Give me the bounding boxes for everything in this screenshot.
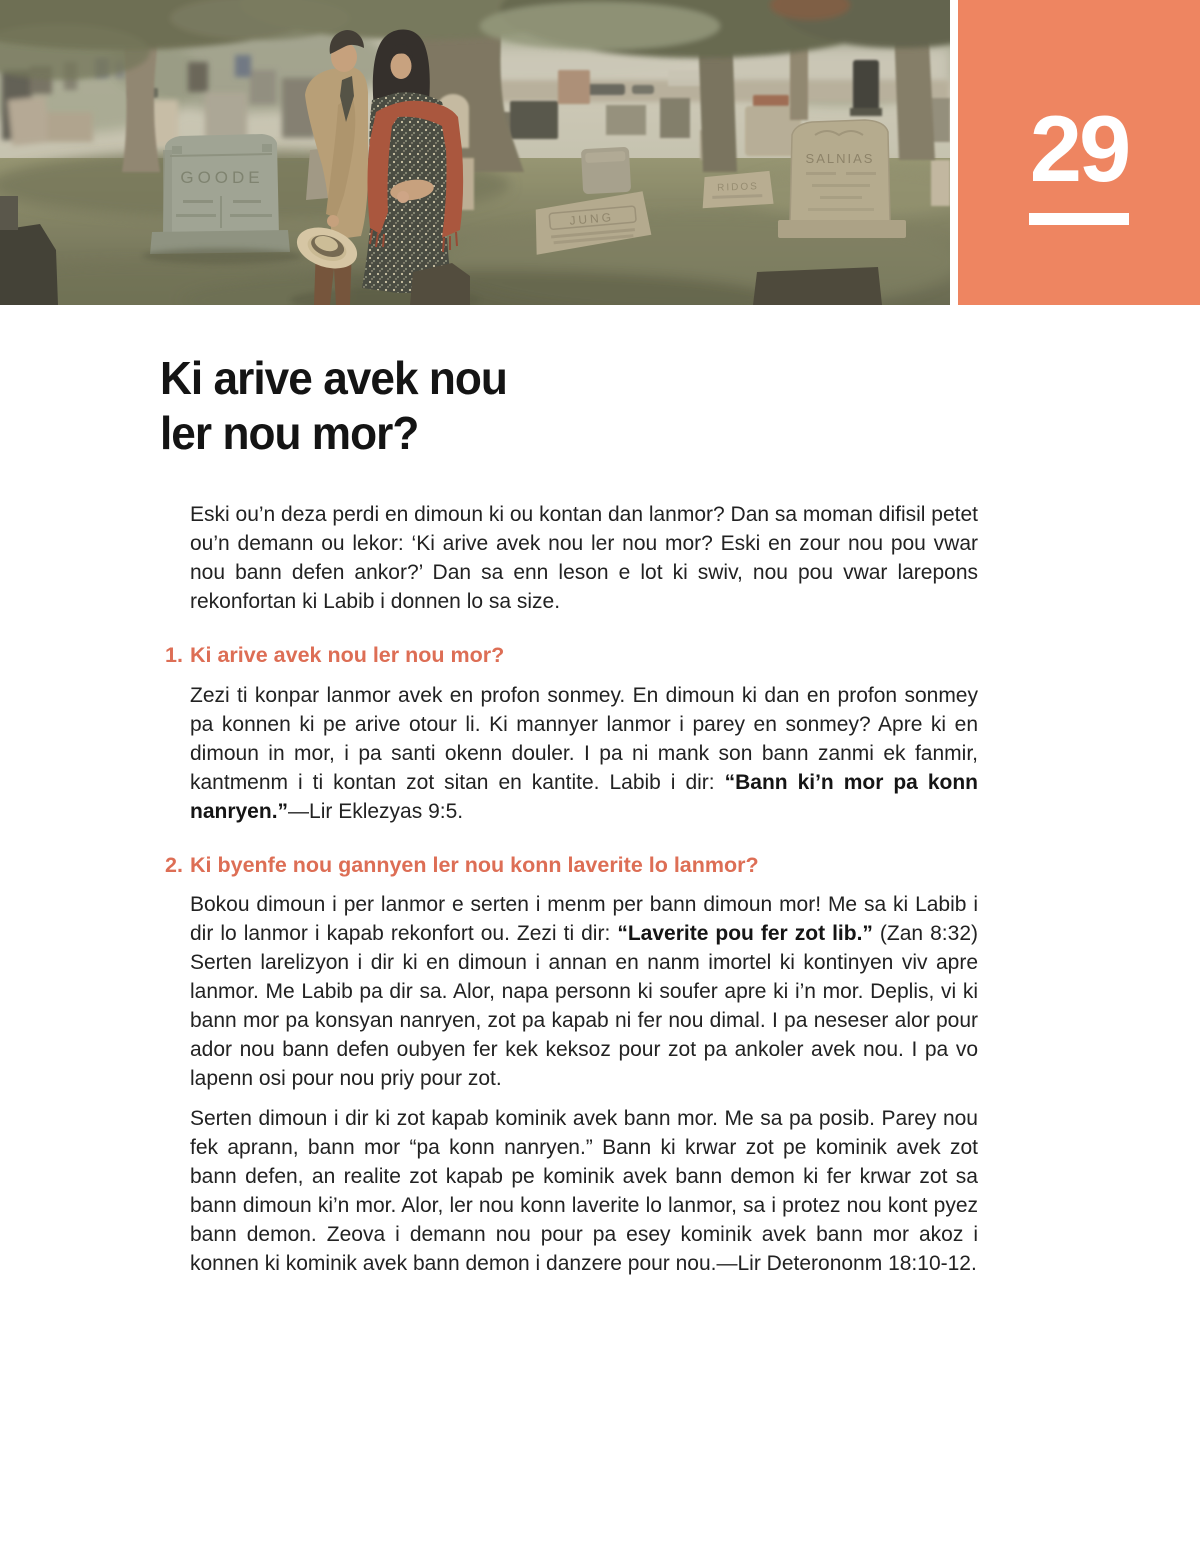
lesson-content <box>0 351 1200 1278</box>
lesson-number-underline <box>1029 213 1129 225</box>
page-title-line-1: Ki arive avek nou <box>160 352 507 404</box>
cemetery-photo <box>0 0 950 305</box>
section-2-heading-text: Ki byenfe nou gannyen ler nou konn laverite lo lanmor? <box>190 852 759 877</box>
gravestone-ridos-label: RIDOS <box>716 181 759 194</box>
lesson-number-badge <box>958 0 1200 305</box>
gravestone-salnias-label: SALNIAS <box>805 151 875 166</box>
gravestone-jung-label: JUNG <box>568 209 615 228</box>
hero-band <box>0 0 1200 305</box>
gravestone-goode-label: GOODE <box>180 168 264 187</box>
page-title <box>160 351 978 461</box>
section-2-paragraph-1: Bokou dimoun i per lanmor e serten i menm per bann dimoun mor! Me sa ki Labib i dir lo lanmor i kapab rekonfort ou. Zezi ti dir: “Laverite pou fer zot lib.” (Zan 8:32) Serten larelizyon i dir ki en dimoun i annan en nanm imortel ki kontinyen viv apre lanmor. Me Labib pa dir sa. Alor, napa personn ki soufer apre ki i’n mor. Deplis, vi ki bann mor pa konsyan nanryen, zot pa kapab ni fer nou dimal. I pa neseser alor pour ador nou bann defen oubyen fer kek keksoz pour zot pa ankoler avek nou. I pa vo lapenn osi pour nou priy pour zot. <box>190 893 978 1091</box>
section-1-heading <box>160 643 978 668</box>
section-1-heading-text: Ki arive avek nou ler nou mor? <box>190 643 505 667</box>
section-2-paragraph-2: Serten dimoun i dir ki zot kapab kominik avek bann mor. Me sa pa posib. Parey nou fek aprann, bann mor “pa konn nanryen.” Bann ki krwar zot pe kominik avek zot bann defen, an realite zot kapab pe kominik avek bann demon ki fer krwar zot sa bann dimoun ki’n mor. Alor, ler nou konn laverite lo lanmor, sa i protez nou kont pyez bann demon. Zeova i demann nou pour pa esey kominik avek bann mor akoz i konnen ki kominik avek bann demon i danzere pour nou.—Lir Deterononm 18:10-12. <box>190 1107 978 1276</box>
lesson-number: 29 <box>1029 96 1129 201</box>
haze-overlay <box>0 0 950 305</box>
section-1-paragraph-1: Zezi ti konpar lanmor avek en profon sonmey. En dimoun ki dan en profon sonmey pa konnen ki pe arive otour li. Ki mannyer lanmor i parey en sonmey? Apre ki en dimoun in mor, i pa santi okenn douler. I pa ni mank son bann zanmi ek fanmir, kantmenm i ti kontan zot sitan en kantite. Labib i dir: “Bann ki’n mor pa konn nanryen.”—Lir Eklezyas 9:5. <box>190 683 978 823</box>
section-1 <box>160 643 978 826</box>
section-1-number: 1. <box>165 643 183 667</box>
intro-paragraph: Eski ou’n deza perdi en dimoun ki ou kontan dan lanmor? Dan sa moman difisil petet ou’n demann ou lekor: ‘Ki arive avek nou ler nou mor? Eski en zour nou pou vwar nou bann defen ankor?’ Dan sa enn leson e lot ki swiv, nou pou vwar larepons rekonfortan ki Labib i donnen lo sa size. <box>190 503 978 613</box>
page-title-line-2: ler nou mor? <box>160 407 419 459</box>
section-2 <box>160 853 978 1279</box>
section-2-number: 2. <box>165 852 183 877</box>
cemetery-photo-illustration <box>0 0 950 305</box>
section-2-heading <box>160 853 978 878</box>
